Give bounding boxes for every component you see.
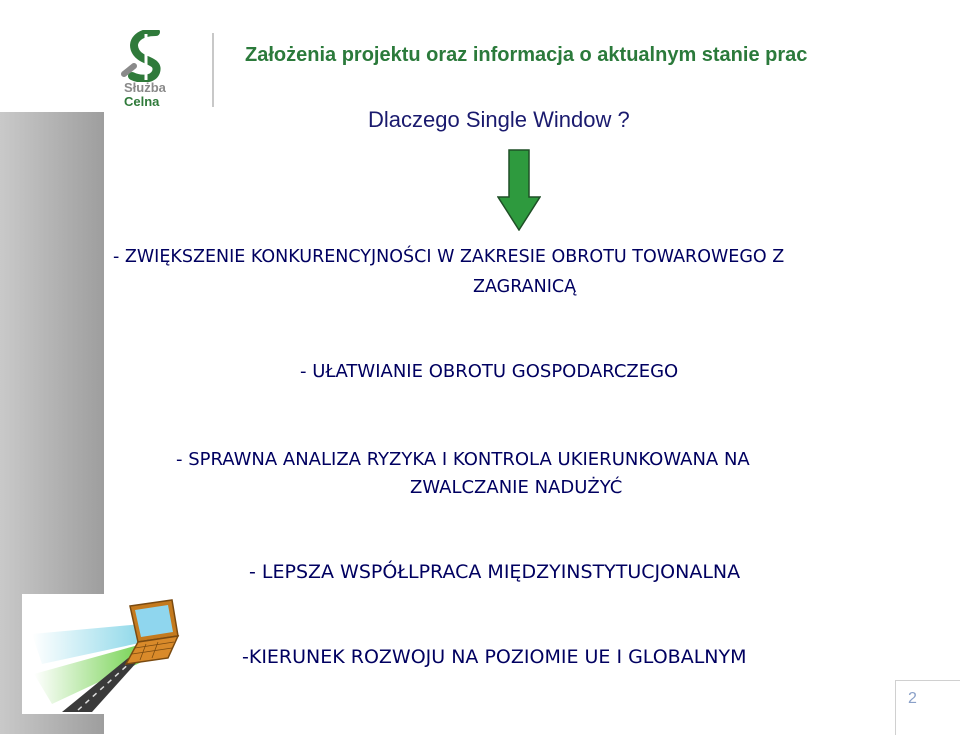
slide-title: Założenia projektu oraz informacja o aktualnym stanie prac	[245, 44, 808, 66]
laptop-road-illustration-icon	[22, 594, 180, 714]
page-number-frame	[895, 680, 960, 735]
sluzba-celna-logo-icon	[116, 30, 176, 82]
logo-text-celna: Celna	[124, 94, 160, 109]
logo-area	[0, 0, 215, 112]
header-divider	[212, 33, 214, 107]
down-arrow-icon	[497, 149, 541, 231]
slide-subtitle: Dlaczego Single Window ?	[368, 107, 630, 132]
bullet-3-line-1: - SPRAWNA ANALIZA RYZYKA I KONTROLA UKIERUNKOWANA NA	[176, 449, 750, 470]
logo-text-sluzba: Służba	[124, 80, 166, 95]
bullet-2: - UŁATWIANIE OBROTU GOSPODARCZEGO	[300, 361, 679, 382]
page-number: 2	[908, 690, 917, 707]
bullet-1-line-2: ZAGRANICĄ	[473, 277, 577, 297]
bullet-5: -KIERUNEK ROZWOJU NA POZIOMIE UE I GLOBALNYM	[242, 646, 747, 668]
bullet-3-line-2: ZWALCZANIE NADUŻYĆ	[410, 477, 623, 498]
bullet-1-line-1: - ZWIĘKSZENIE KONKURENCYJNOŚCI W ZAKRESIE OBROTU TOWAROWEGO Z	[113, 247, 785, 267]
bullet-4: - LEPSZA WSPÓŁLPRACA MIĘDZYINSTYTUCJONALNA	[249, 561, 741, 583]
